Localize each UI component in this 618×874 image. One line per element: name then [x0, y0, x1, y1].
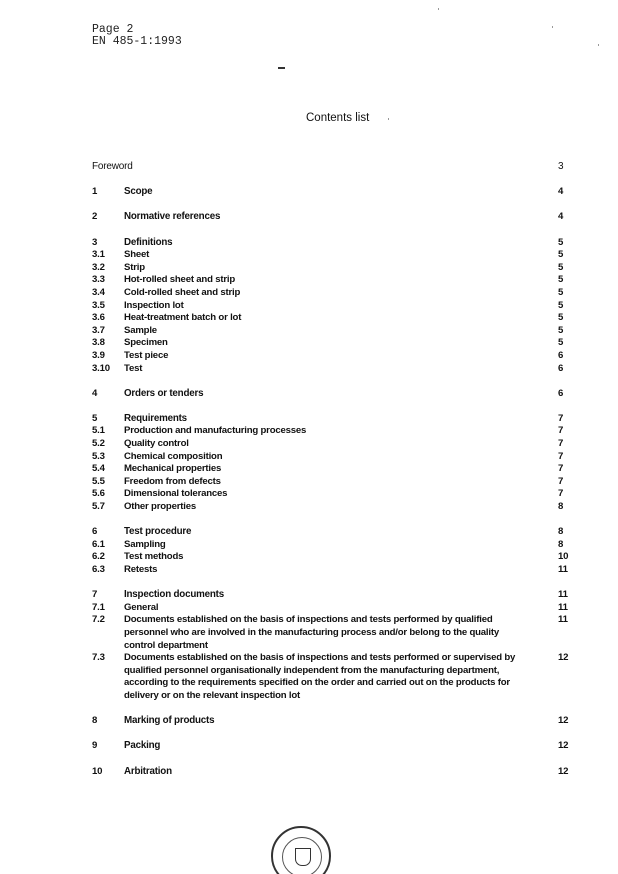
entry-page: 6 [558, 362, 564, 374]
entry-number: 10 [92, 765, 103, 777]
toc-entry [92, 539, 572, 552]
toc-entry [92, 237, 572, 250]
entry-number: 7.2 [92, 614, 105, 626]
entry-page: 5 [558, 337, 564, 349]
toc-entry [92, 766, 572, 779]
entry-title: Retests [124, 564, 158, 575]
entry-number: 3.8 [92, 337, 105, 349]
entry-title: Production and manufacturing processes [124, 425, 307, 437]
entry-title: Inspection documents [124, 589, 224, 601]
toc-section [92, 211, 572, 224]
entry-page: 8 [558, 501, 564, 513]
entry-page: 7 [558, 475, 564, 487]
toc-entry [92, 501, 572, 514]
toc-entry [92, 476, 572, 489]
entry-title: Test [124, 362, 143, 374]
scan-speck [552, 26, 553, 28]
page-header [92, 24, 182, 48]
entry-page: 11 [558, 589, 568, 601]
entry-number: 2 [92, 211, 98, 223]
entry-number: 3.1 [92, 249, 105, 261]
toc-entry [92, 161, 572, 174]
toc-entry [92, 551, 572, 564]
toc-entry [92, 186, 572, 199]
entry-page: 7 [558, 450, 564, 462]
entry-number: 5.3 [92, 450, 105, 462]
entry-page: 12 [558, 652, 569, 664]
entry-title: Sample [124, 324, 157, 336]
entry-number: 5.4 [92, 463, 105, 475]
entry-page: 7 [558, 438, 564, 450]
entry-number: 5.6 [92, 488, 105, 500]
entry-title: Sheet [124, 249, 150, 261]
entry-number: 3.3 [92, 274, 105, 286]
entry-title: Inspection lot [124, 299, 184, 311]
toc-entry [92, 337, 572, 350]
entry-page: 12 [558, 765, 569, 777]
entry-number: 3.2 [92, 261, 105, 273]
entry-page: 6 [558, 349, 564, 361]
entry-title: Cold-rolled sheet and strip [124, 286, 241, 298]
toc-entry [92, 300, 572, 313]
entry-number: 3.10 [92, 362, 110, 374]
entry-title: Quality control [124, 438, 189, 450]
entry-number: 3.7 [92, 324, 105, 336]
entry-number: 7 [92, 589, 98, 601]
entry-number: 3.4 [92, 286, 105, 298]
entry-number: 3.5 [92, 299, 105, 311]
entry-number: 5.5 [92, 475, 105, 487]
entry-number: 6 [92, 526, 98, 538]
entry-number: 6.3 [92, 564, 105, 575]
entry-page: 5 [558, 274, 564, 286]
entry-title: Foreword [92, 161, 133, 172]
entry-title: Documents established on the basis of inspections and tests performed by qualified personnel who are involved in the manufacturing process and/or belong to the quality control department [124, 614, 499, 651]
standard-id: EN 485-1:1993 [92, 35, 182, 48]
entry-number: 5.2 [92, 438, 105, 450]
toc-section [92, 526, 572, 576]
entry-page: 12 [558, 740, 569, 752]
toc-entry [92, 564, 572, 577]
entry-number: 3.9 [92, 349, 105, 361]
toc-section [92, 161, 572, 174]
table-of-contents [92, 161, 572, 791]
entry-page: 3 [558, 161, 564, 172]
entry-page: 5 [558, 299, 564, 311]
toc-entry [92, 350, 572, 363]
entry-title: Specimen [124, 337, 168, 349]
toc-section [92, 740, 572, 753]
page-number: Page 2 [92, 23, 134, 36]
entry-page: 11 [558, 601, 568, 613]
toc-entry [92, 740, 572, 753]
entry-number: 6.1 [92, 538, 105, 550]
entry-title: Dimensional tolerances [124, 488, 228, 500]
entry-title: Strip [124, 261, 145, 273]
entry-page: 5 [558, 324, 564, 336]
entry-title: Heat-treatment batch or lot [124, 312, 242, 324]
scan-speck [388, 118, 389, 120]
entry-title: Freedom from defects [124, 475, 221, 487]
entry-title: Normative references [124, 211, 221, 223]
toc-entry [92, 463, 572, 476]
toc-entry [92, 211, 572, 224]
entry-page: 8 [558, 538, 564, 550]
toc-entry [92, 451, 572, 464]
entry-page: 4 [558, 211, 564, 223]
seal-stamp-icon [271, 826, 331, 874]
toc-section [92, 413, 572, 514]
entry-number: 5 [92, 412, 98, 424]
entry-title: Test piece [124, 349, 169, 361]
toc-section [92, 388, 572, 401]
toc-entry [92, 589, 572, 602]
toc-entry [92, 602, 572, 615]
toc-entry [92, 715, 572, 728]
entry-page: 5 [558, 236, 564, 248]
entry-title: Hot-rolled sheet and strip [124, 274, 236, 286]
toc-section [92, 715, 572, 728]
entry-title: Scope [124, 186, 153, 198]
entry-number: 8 [92, 715, 98, 727]
entry-title: Chemical composition [124, 450, 223, 462]
entry-page: 4 [558, 186, 564, 198]
toc-section [92, 237, 572, 376]
entry-number: 5.7 [92, 501, 105, 513]
entry-page: 5 [558, 286, 564, 298]
entry-number: 4 [92, 387, 98, 399]
toc-entry [92, 262, 572, 275]
scan-mark [278, 67, 285, 69]
entry-title: Sampling [124, 538, 166, 550]
toc-section [92, 589, 572, 702]
entry-title: Other properties [124, 501, 196, 513]
entry-number: 3.6 [92, 312, 105, 324]
entry-page: 11 [558, 614, 568, 626]
toc-section [92, 766, 572, 779]
entry-title: Definitions [124, 236, 173, 248]
toc-entry [92, 413, 572, 426]
entry-page: 5 [558, 261, 564, 273]
entry-number: 7.1 [92, 601, 105, 613]
entry-page: 12 [558, 715, 569, 727]
toc-entry [92, 325, 572, 338]
entry-number: 9 [92, 740, 98, 752]
entry-number: 6.2 [92, 551, 105, 563]
entry-number: 1 [92, 186, 98, 198]
entry-title: Test procedure [124, 526, 192, 538]
entry-page: 5 [558, 312, 564, 324]
entry-title: Test methods [124, 551, 184, 563]
entry-page: 7 [558, 425, 564, 437]
toc-entry [92, 526, 572, 539]
toc-entry [92, 274, 572, 287]
toc-entry [92, 425, 572, 438]
toc-entry [92, 249, 572, 262]
entry-page: 7 [558, 412, 564, 424]
entry-number: 7.3 [92, 652, 105, 664]
entry-title: Orders or tenders [124, 387, 204, 399]
page-title: Contents list [306, 112, 370, 124]
entry-page: 10 [558, 551, 569, 563]
toc-entry [92, 287, 572, 300]
entry-number: 3 [92, 236, 98, 248]
scan-speck [438, 8, 439, 10]
toc-entry [92, 312, 572, 325]
scan-speck [598, 44, 599, 46]
entry-page: 11 [558, 564, 568, 575]
toc-section [92, 186, 572, 199]
entry-page: 8 [558, 526, 564, 538]
toc-entry [92, 388, 572, 401]
entry-title: Mechanical properties [124, 463, 222, 475]
entry-title: Marking of products [124, 715, 215, 727]
toc-entry [92, 363, 572, 376]
entry-title: General [124, 601, 159, 613]
entry-page: 5 [558, 249, 564, 261]
entry-page: 6 [558, 387, 564, 399]
entry-title: Packing [124, 740, 161, 752]
entry-title: Documents established on the basis of inspections and tests performed or supervised by qualified personnel organisationally independent from the manufacturing department, according to the requirements specified on the order and carried out on the products for delivery or on the relevant inspection lot [124, 652, 516, 701]
entry-number: 5.1 [92, 425, 105, 437]
entry-page: 7 [558, 463, 564, 475]
entry-page: 7 [558, 488, 564, 500]
entry-title: Requirements [124, 412, 187, 424]
toc-entry [92, 438, 572, 451]
entry-title: Arbitration [124, 765, 172, 777]
toc-entry [92, 652, 572, 702]
toc-entry [92, 614, 572, 652]
toc-entry [92, 488, 572, 501]
